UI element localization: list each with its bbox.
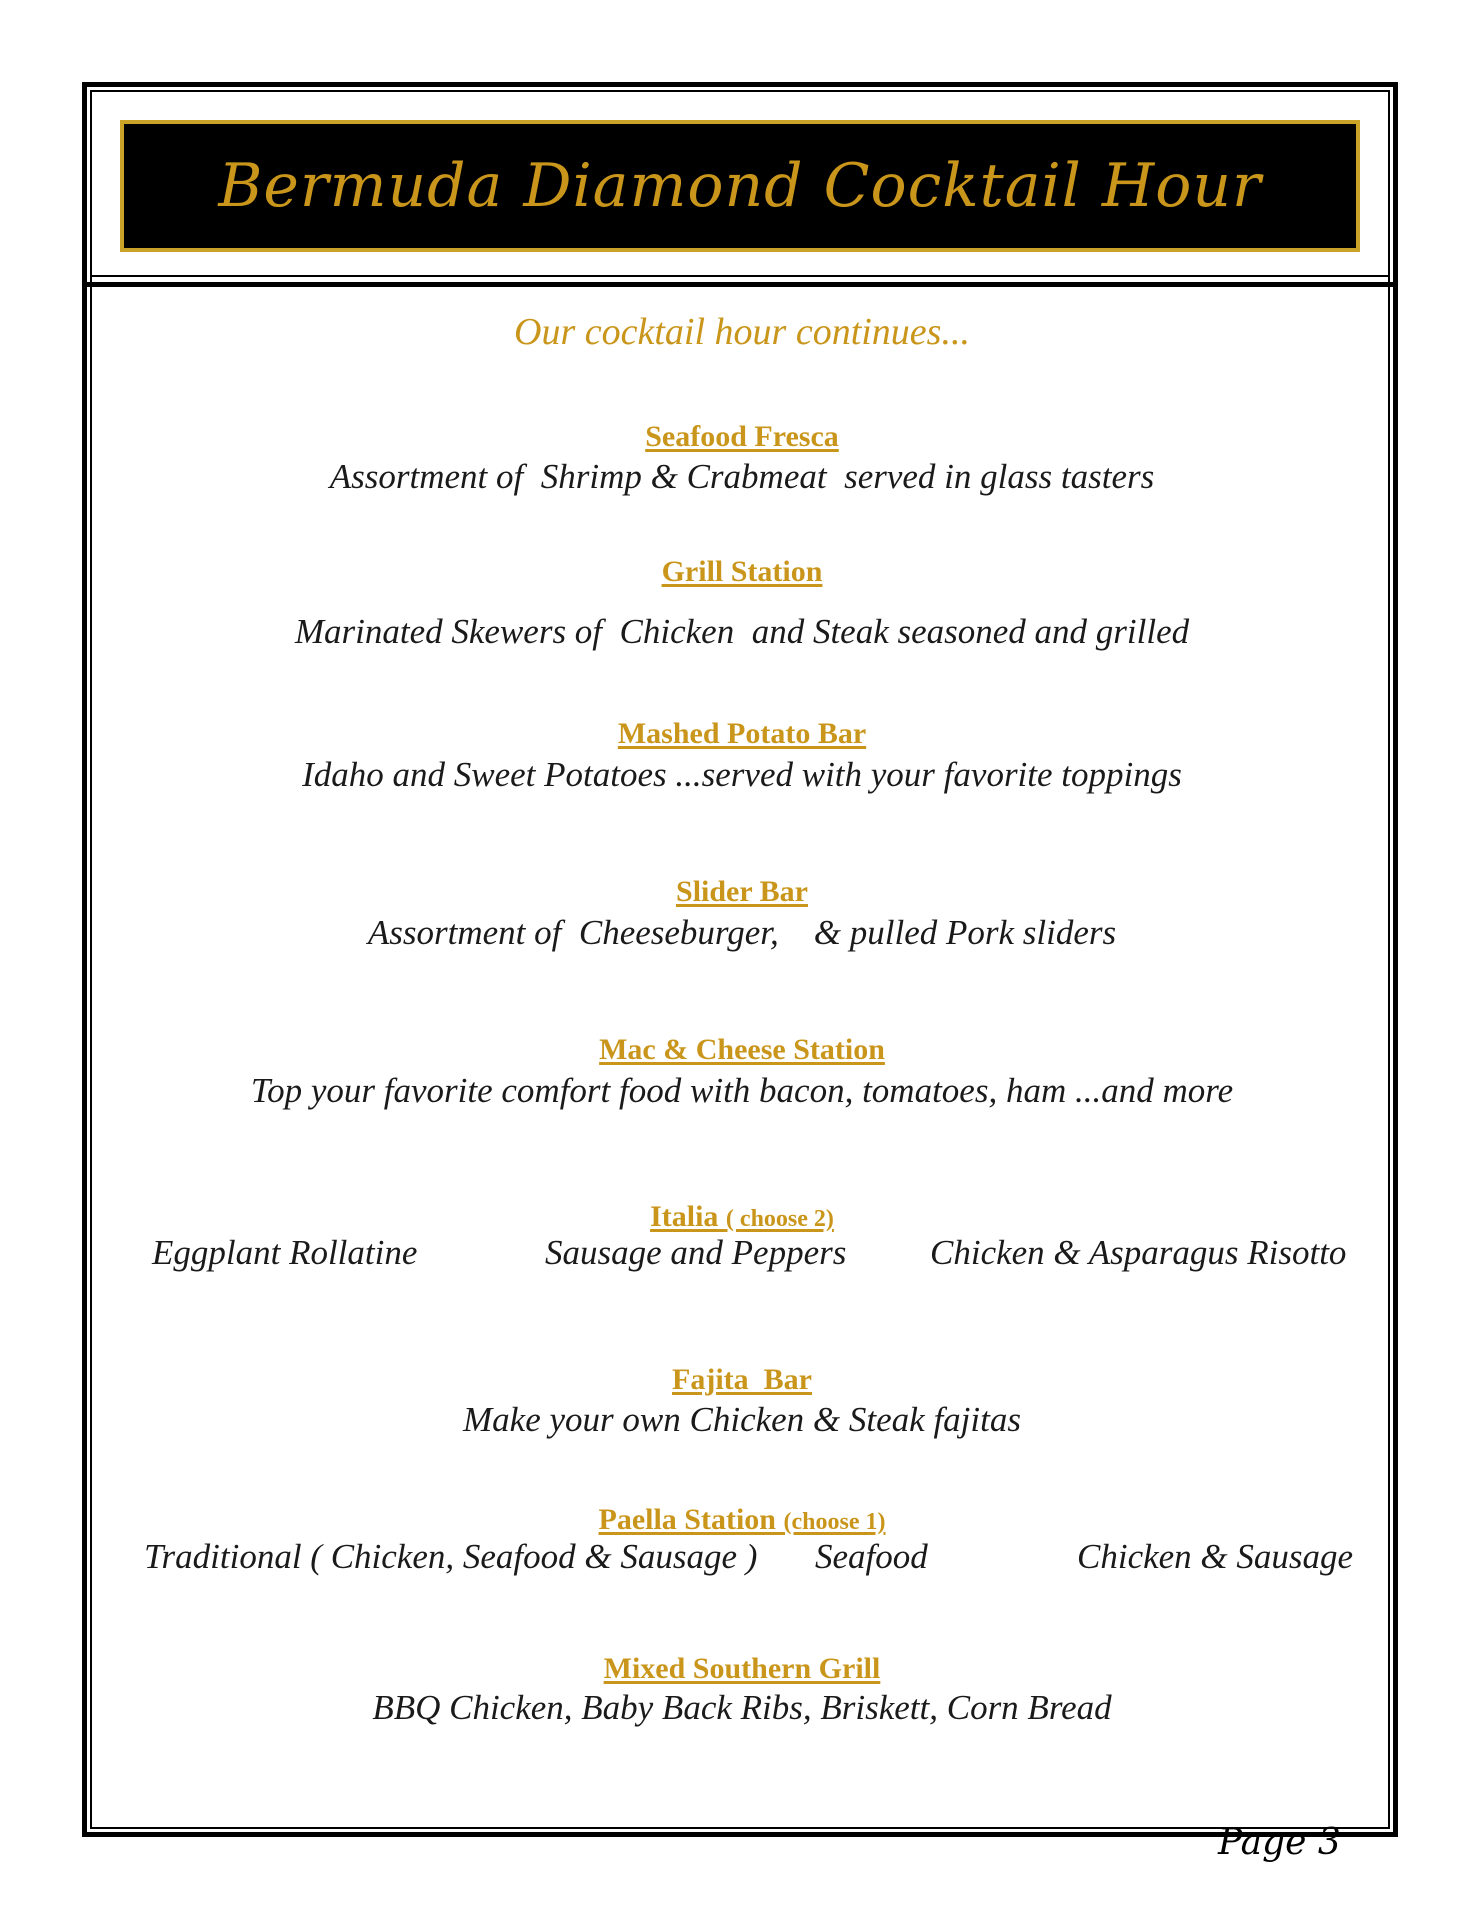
heading-paella-station [0,1503,1484,1537]
desc-mashed-potato-bar: Idaho and Sweet Potatoes ...served with your favorite toppings [302,755,1182,794]
heading-paella-label: Paella Station [598,1503,776,1536]
header-divider [82,282,1398,287]
heading-grill-station: Grill Station [661,555,823,588]
heading-mixed-southern-grill: Mixed Southern Grill [603,1652,881,1685]
desc-mac-cheese-station: Top your favorite comfort food with bacon, tomatoes, ham ...and more [250,1071,1234,1110]
paella-option: Traditional ( Chicken, Seafood & Sausage ) [144,1537,758,1576]
heading-italia-note: ( choose 2) [725,1206,834,1232]
heading-italia-label: Italia [650,1200,719,1233]
heading-mac-cheese-station: Mac & Cheese Station [599,1033,885,1066]
page-number: Page 3 [1218,1822,1341,1863]
title-banner [120,120,1360,252]
desc-mixed-southern-grill: BBQ Chicken, Baby Back Ribs, Briskett, Corn Bread [372,1688,1112,1727]
paella-option: Chicken & Sausage [1077,1537,1354,1576]
desc-slider-bar: Assortment of Cheeseburger, & pulled Pork sliders [367,913,1117,952]
italia-option: Chicken & Asparagus Risotto [930,1233,1347,1272]
italia-option: Eggplant Rollatine [152,1233,418,1272]
header-divider-thin [90,275,1390,277]
heading-italia [0,1200,1484,1234]
heading-paella-note: (choose 1) [783,1509,886,1535]
intro-text: Our cocktail hour continues... [514,311,970,353]
heading-mashed-potato-bar: Mashed Potato Bar [617,717,867,750]
heading-seafood-fresca: Seafood Fresca [645,420,839,453]
desc-fajita-bar: Make your own Chicken & Steak fajitas [463,1400,1021,1439]
heading-fajita-bar: Fajita Bar [672,1363,812,1396]
paella-option: Seafood [815,1537,928,1576]
italia-option: Sausage and Peppers [545,1233,847,1272]
desc-seafood-fresca: Assortment of Shrimp & Crabmeat served in glass tasters [329,457,1155,496]
desc-grill-station: Marinated Skewers of Chicken and Steak seasoned and grilled [294,612,1190,651]
heading-slider-bar: Slider Bar [676,875,808,908]
page-title: Bermuda Diamond Cocktail Hour [218,151,1262,221]
